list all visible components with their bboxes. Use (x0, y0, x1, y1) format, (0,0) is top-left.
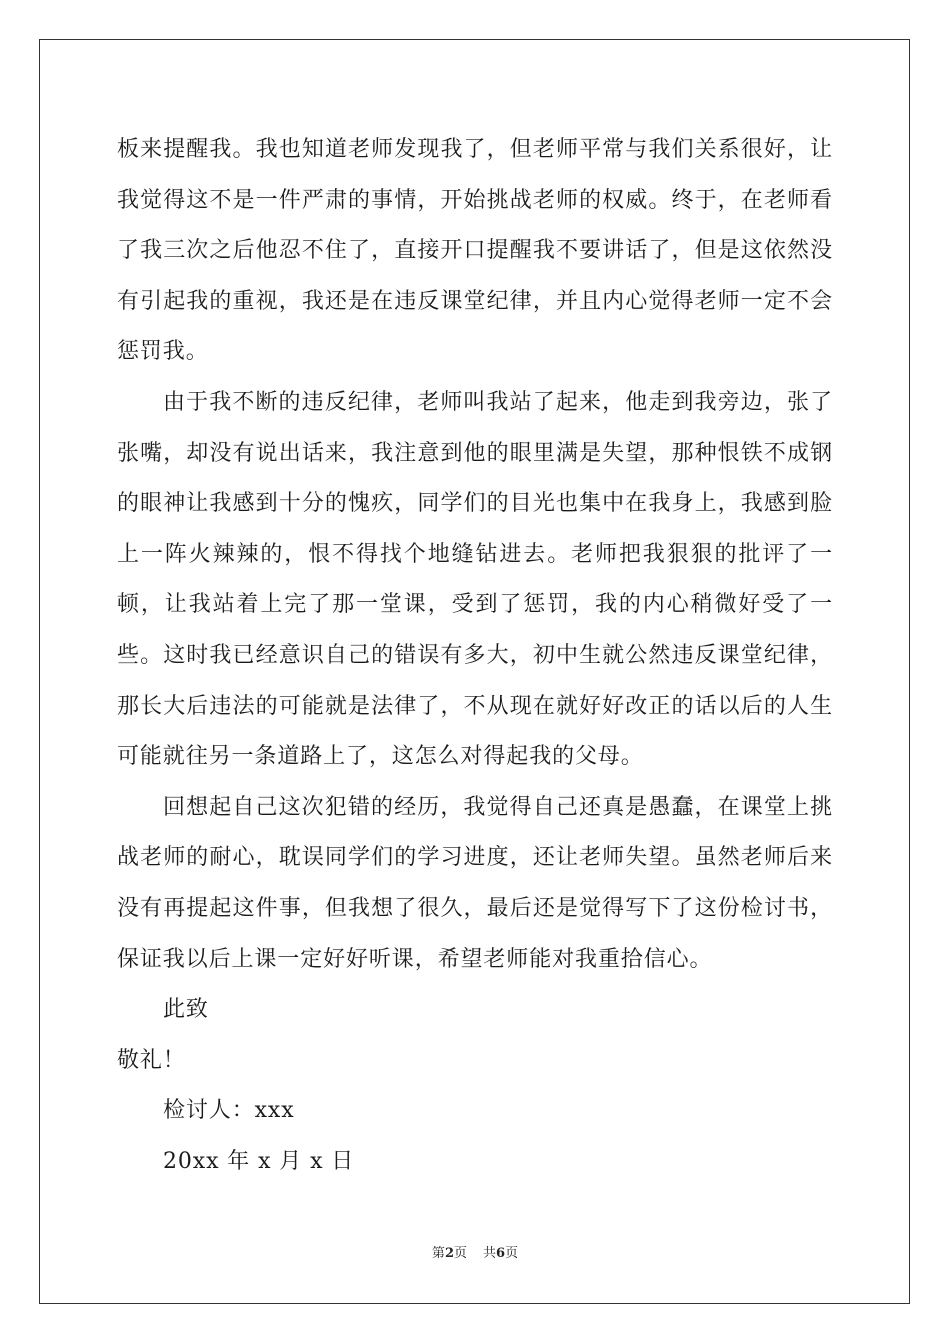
signer-line: 检讨人：xxx (163, 1098, 295, 1124)
paragraph-punishment: 由于我不断的违反纪律，老师叫我站了起来，他走到我旁边，张了张嘴，却没有说出话来，我注意到他的眼里满是失望，那种恨铁不成钢的眼神让我感到十分的愧疚，同学们的目光也集中在我身上，我感到脸上一阵火辣辣的，恨不得找个地缝钻进去。老师把我狠狠的批评了一顿，让我站着上完了那一堂课，受到了惩罚，我的内心稍微好受了一些。这时我已经意识自己的错误有多大，初中生就公然违反课堂纪律，那长大后违法的可能就是法律了，不从现在就好好改正的话以后的人生可能就往另一条道路上了，这怎么对得起我的父母。 (117, 389, 833, 770)
date-line: 20xx 年 x 月 x 日 (163, 1148, 355, 1174)
paragraph-continued: 板来提醒我。我也知道老师发现我了，但老师平常与我们关系很好，让我觉得这不是一件严肃的事情，开始挑战老师的权威。终于，在老师看了我三次之后他忍不住了，直接开口提醒我不要讲话了，但是这依然没有引起我的重视，我还是在违反课堂纪律，并且内心觉得老师一定不会惩罚我。 (117, 137, 833, 365)
page-footer (0, 1242, 950, 1261)
total-page-count: 6 (496, 1246, 506, 1261)
page-suffix: 页 (453, 1246, 467, 1261)
total-prefix: 共 (483, 1246, 497, 1261)
page-prefix: 第 (431, 1246, 445, 1261)
current-page-number: 2 (444, 1246, 454, 1261)
document-body (117, 125, 833, 1187)
closing-regards: 敬礼！ (117, 1047, 186, 1073)
paragraph-reflection: 回想起自己这次犯错的经历，我觉得自己还真是愚蠢，在课堂上挑战老师的耐心，耽误同学们的学习进度，还让老师失望。虽然老师后来没有再提起这件事，但我想了很久，最后还是觉得写下了这份检讨书，保证我以后上课一定好好听课，希望老师能对我重拾信心。 (117, 794, 833, 972)
total-suffix: 页 (505, 1246, 519, 1261)
closing-salutation: 此致 (163, 997, 209, 1023)
